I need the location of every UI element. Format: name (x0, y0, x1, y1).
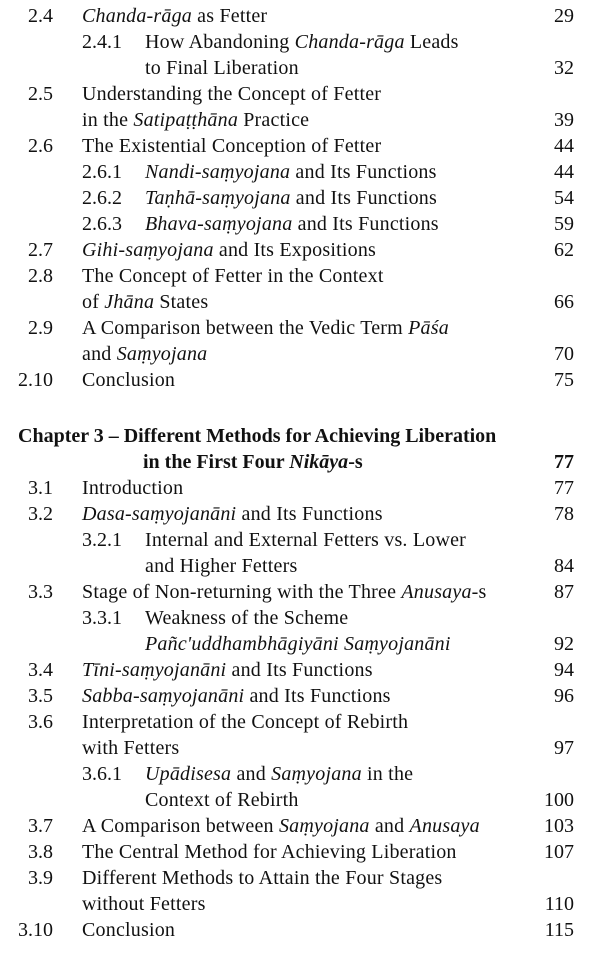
section-number: 2.4 (28, 5, 53, 27)
entry-title: Weakness of the Scheme (145, 607, 349, 629)
entry-title: Tīni-saṃyojanāni and Its Functions (82, 659, 373, 681)
section-number: 3.3 (28, 581, 53, 603)
section-number: 2.9 (28, 317, 53, 339)
section-number: 3.6 (28, 711, 53, 733)
section-number: 2.6.1 (82, 161, 122, 183)
page-number: 84 (554, 555, 574, 577)
entry-title: The Existential Conception of Fetter (82, 135, 382, 157)
entry-title: Bhava-saṃyojana and Its Functions (145, 213, 439, 235)
chapter-heading: Chapter 3 – Different Methods for Achieving Liberation (18, 425, 497, 447)
page-number: 39 (554, 109, 574, 131)
page-number: 100 (544, 789, 574, 811)
page-number: 62 (554, 239, 574, 261)
page-number: 103 (544, 815, 574, 837)
section-number: 2.6.2 (82, 187, 122, 209)
entry-title: Interpretation of the Concept of Rebirth (82, 711, 409, 733)
entry-title: Different Methods to Attain the Four Stages (82, 867, 443, 889)
section-number: 2.7 (28, 239, 53, 261)
section-number: 3.6.1 (82, 763, 122, 785)
entry-title: Stage of Non-returning with the Three Anusaya-s (82, 581, 487, 603)
page-number: 44 (554, 161, 574, 183)
section-number: 3.8 (28, 841, 53, 863)
page-number: 54 (554, 187, 574, 209)
page-number: 107 (544, 841, 574, 863)
entry-title: A Comparison between Saṃyojana and Anusaya (82, 815, 480, 837)
page-number: 96 (554, 685, 574, 707)
entry-title: The Concept of Fetter in the Context (82, 265, 384, 287)
section-number: 3.10 (18, 919, 53, 941)
entry-title: Taṇhā-saṃyojana and Its Functions (145, 187, 437, 209)
page-number: 97 (554, 737, 574, 759)
section-number: 3.4 (28, 659, 53, 681)
page-number: 94 (554, 659, 574, 681)
entry-title: Gihi-saṃyojana and Its Expositions (82, 239, 377, 261)
entry-title: A Comparison between the Vedic Term Pāśa (82, 317, 449, 339)
page-number: 87 (554, 581, 574, 603)
entry-title: and Saṃyojana (82, 343, 208, 365)
entry-title: Nandi-saṃyojana and Its Functions (145, 161, 437, 183)
entry-title: in the Satipaṭṭhāna Practice (82, 109, 310, 131)
entry-title: Conclusion (82, 369, 176, 391)
entry-title: of Jhāna States (82, 291, 209, 313)
page-number: 66 (554, 291, 574, 313)
section-number: 3.9 (28, 867, 53, 889)
section-number: 2.8 (28, 265, 53, 287)
entry-title: Internal and External Fetters vs. Lower (145, 529, 467, 551)
section-number: 2.10 (18, 369, 53, 391)
entry-title: Sabba-saṃyojanāni and Its Functions (82, 685, 391, 707)
section-number: 3.1 (28, 477, 53, 499)
entry-title: without Fetters (82, 893, 206, 915)
section-number: 2.6.3 (82, 213, 122, 235)
entry-title: Context of Rebirth (145, 789, 299, 811)
section-number: 3.2 (28, 503, 53, 525)
entry-title: Understanding the Concept of Fetter (82, 83, 382, 105)
entry-title: and Higher Fetters (145, 555, 298, 577)
section-number: 2.5 (28, 83, 53, 105)
page-number: 78 (554, 503, 574, 525)
entry-title: How Abandoning Chanda-rāga Leads (145, 31, 459, 53)
section-number: 3.5 (28, 685, 53, 707)
entry-title: Chanda-rāga as Fetter (82, 5, 268, 27)
entry-title: Introduction (82, 477, 184, 499)
page-number: 75 (554, 369, 574, 391)
page-number: 70 (554, 343, 574, 365)
entry-title: to Final Liberation (145, 57, 299, 79)
page-number: 32 (554, 57, 574, 79)
page-number: 29 (554, 5, 574, 27)
chapter-page-number: 77 (554, 451, 574, 473)
entry-title: with Fetters (82, 737, 180, 759)
section-number: 3.2.1 (82, 529, 122, 551)
entry-title: Upādisesa and Saṃyojana in the (145, 763, 414, 785)
section-number: 3.3.1 (82, 607, 122, 629)
chapter-heading-continued: in the First Four Nikāya-s (143, 451, 363, 473)
page-number: 77 (554, 477, 574, 499)
page-number: 115 (544, 919, 574, 941)
page-number: 59 (554, 213, 574, 235)
entry-title: Dasa-saṃyojanāni and Its Functions (82, 503, 383, 525)
section-number: 2.4.1 (82, 31, 122, 53)
page-number: 44 (554, 135, 574, 157)
entry-title: Pañc'uddhambhāgiyāni Saṃyojanāni (145, 633, 451, 655)
page-number: 110 (544, 893, 574, 915)
section-number: 2.6 (28, 135, 53, 157)
entry-title: The Central Method for Achieving Liberation (82, 841, 457, 863)
page-number: 92 (554, 633, 574, 655)
section-number: 3.7 (28, 815, 53, 837)
entry-title: Conclusion (82, 919, 176, 941)
